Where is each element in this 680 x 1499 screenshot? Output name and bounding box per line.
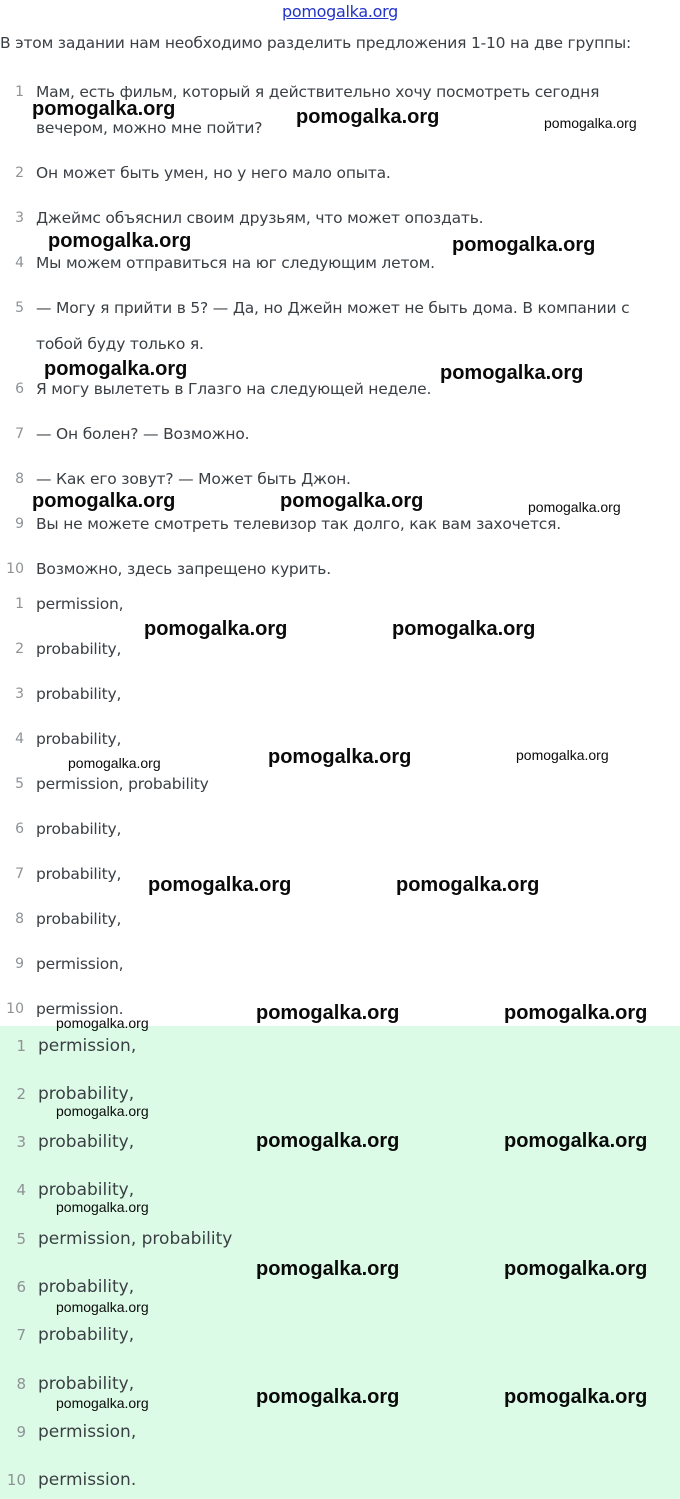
- answer-text: permission,: [38, 1036, 137, 1056]
- watermark: pomogalka.org: [516, 747, 609, 763]
- watermark: pomogalka.org: [56, 1199, 149, 1215]
- item-number: 2: [15, 641, 24, 657]
- watermark: pomogalka.org: [32, 490, 176, 512]
- item-number: 8: [15, 911, 24, 927]
- answer-text: permission,: [36, 955, 124, 973]
- sentence-line: Мы можем отправиться на юг следующим летом.: [36, 254, 435, 272]
- answer-text: probability,: [36, 820, 122, 838]
- sentence-line: вечером, можно мне пойти?: [36, 119, 263, 137]
- item-number: 6: [15, 381, 24, 397]
- item-number: 1: [15, 84, 24, 100]
- item-number: 6: [15, 821, 24, 837]
- watermark: pomogalka.org: [256, 1258, 400, 1280]
- answer-text: probability,: [38, 1325, 135, 1345]
- sentence-line: Я могу вылететь в Глазго на следующей неделе.: [36, 380, 432, 398]
- answer-text: probability,: [38, 1374, 135, 1394]
- sentence-line: — Как его зовут? — Может быть Джон.: [36, 470, 351, 488]
- watermark: pomogalka.org: [504, 1002, 648, 1024]
- watermark: pomogalka.org: [280, 490, 424, 512]
- item-number: 9: [16, 1423, 26, 1441]
- item-number: 5: [15, 776, 24, 792]
- watermark: pomogalka.org: [504, 1386, 648, 1408]
- answer-text: probability,: [36, 640, 122, 658]
- answer-text: probability,: [38, 1084, 135, 1104]
- answer-text: probability,: [38, 1180, 135, 1200]
- watermark: pomogalka.org: [504, 1130, 648, 1152]
- answer-text: permission, probability: [38, 1229, 233, 1249]
- answer-text: permission.: [38, 1470, 137, 1490]
- answer-text: probability,: [36, 865, 122, 883]
- watermark: pomogalka.org: [392, 618, 536, 640]
- watermark: pomogalka.org: [296, 106, 440, 128]
- answer-text: probability,: [38, 1277, 135, 1297]
- site-header-link[interactable]: pomogalka.org: [282, 2, 398, 21]
- item-number: 3: [15, 686, 24, 702]
- item-number: 2: [15, 165, 24, 181]
- watermark: pomogalka.org: [68, 755, 161, 771]
- watermark: pomogalka.org: [452, 234, 596, 256]
- task-intro: В этом задании нам необходимо разделить предложения 1-10 на две группы:: [0, 34, 632, 52]
- watermark: pomogalka.org: [440, 362, 584, 384]
- item-number: 2: [16, 1085, 26, 1103]
- watermark: pomogalka.org: [56, 1015, 149, 1031]
- sentence-line: Он может быть умен, но у него мало опыта.: [36, 164, 391, 182]
- watermark: pomogalka.org: [256, 1002, 400, 1024]
- item-number: 3: [15, 210, 24, 226]
- item-number: 7: [15, 426, 24, 442]
- item-number: 9: [15, 956, 24, 972]
- item-number: 10: [6, 561, 24, 577]
- item-number: 3: [16, 1133, 26, 1151]
- item-number: 6: [16, 1278, 26, 1296]
- item-number: 7: [15, 866, 24, 882]
- watermark: pomogalka.org: [44, 358, 188, 380]
- item-number: 9: [15, 516, 24, 532]
- sentence-line: — Он болен? — Возможно.: [36, 425, 250, 443]
- answer-text: probability,: [38, 1132, 135, 1152]
- item-number: 4: [15, 255, 24, 271]
- watermark: pomogalka.org: [256, 1130, 400, 1152]
- answer-text: probability,: [36, 685, 122, 703]
- watermark: pomogalka.org: [144, 618, 288, 640]
- watermark: pomogalka.org: [48, 230, 192, 252]
- watermark: pomogalka.org: [544, 115, 637, 131]
- watermark: pomogalka.org: [528, 499, 621, 515]
- item-number: 1: [16, 1037, 26, 1055]
- answer-text: permission.: [36, 1000, 124, 1018]
- answer-text: probability,: [36, 910, 122, 928]
- sentence-line: Возможно, здесь запрещено курить.: [36, 560, 331, 578]
- answer-text: permission, probability: [36, 775, 209, 793]
- item-number: 7: [16, 1326, 26, 1344]
- watermark: pomogalka.org: [56, 1103, 149, 1119]
- answer-text: permission,: [38, 1422, 137, 1442]
- item-number: 10: [6, 1471, 26, 1489]
- sentence-line: Мам, есть фильм, который я действительно хочу посмотреть сегодня: [36, 83, 600, 101]
- item-number: 4: [16, 1181, 26, 1199]
- watermark: pomogalka.org: [56, 1395, 149, 1411]
- watermark: pomogalka.org: [56, 1299, 149, 1315]
- watermark: pomogalka.org: [396, 874, 540, 896]
- sentence-line: Джеймс объяснил своим друзьям, что может опоздать.: [36, 209, 484, 227]
- answer-text: probability,: [36, 730, 122, 748]
- watermark: pomogalka.org: [504, 1258, 648, 1280]
- item-number: 8: [16, 1375, 26, 1393]
- sentence-line: тобой буду только я.: [36, 335, 204, 353]
- item-number: 10: [6, 1001, 24, 1017]
- item-number: 4: [15, 731, 24, 747]
- watermark: pomogalka.org: [256, 1386, 400, 1408]
- watermark: pomogalka.org: [148, 874, 292, 896]
- watermark: pomogalka.org: [268, 746, 412, 768]
- item-number: 5: [15, 300, 24, 316]
- answer-text: permission,: [36, 595, 124, 613]
- sentence-line: — Могу я прийти в 5? — Да, но Джейн может не быть дома. В компании с: [36, 299, 630, 317]
- item-number: 5: [16, 1230, 26, 1248]
- item-number: 8: [15, 471, 24, 487]
- item-number: 1: [15, 596, 24, 612]
- sentence-line: Вы не можете смотреть телевизор так долго, как вам захочется.: [36, 515, 561, 533]
- watermark: pomogalka.org: [32, 98, 176, 120]
